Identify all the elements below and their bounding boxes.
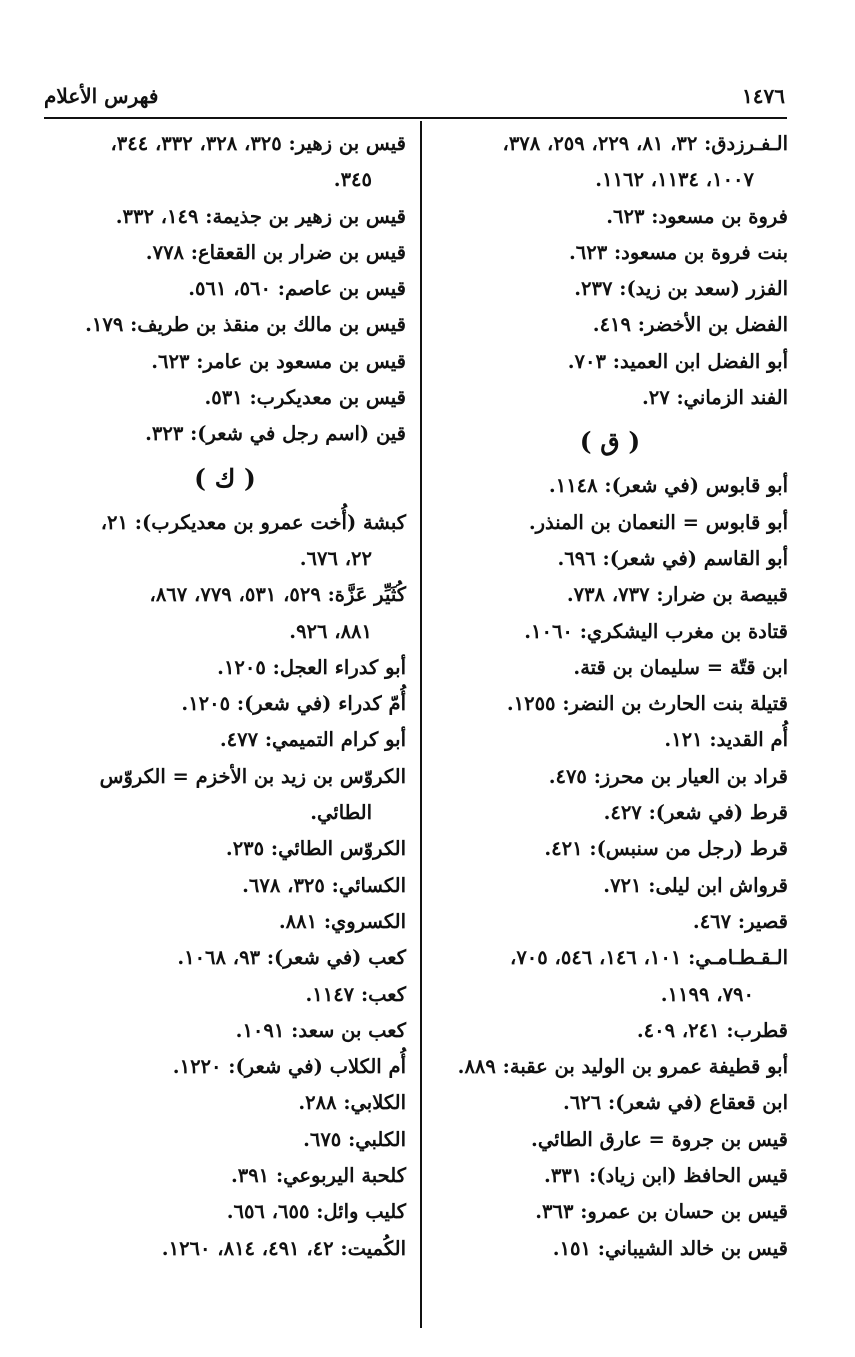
index-entry: أُم الكلاب (في شعر): ١٢٢٠. [172, 1055, 406, 1079]
index-entry: قيس الحافظ (ابن زياد): ٣٣١. [544, 1164, 788, 1188]
index-entry: الـفـرزدق: ٣٢، ٨١، ٢٢٩، ٢٥٩، ٣٧٨، [502, 132, 788, 155]
index-entry: الفزر (سعد بن زيد): ٢٣٧. [574, 277, 788, 301]
index-entry: قيس بن زهير بن جذيمة: ١٤٩، ٣٣٢. [115, 204, 406, 228]
index-entry: كليب وائل: ٦٥٥، ٦٥٦. [226, 1200, 406, 1224]
header-rule [44, 117, 787, 119]
index-entry: كعب (في شعر): ٩٣، ١٠٦٨. [177, 946, 406, 970]
index-entry: الكروّس بن زيد بن الأخزم = الكروّس [99, 764, 406, 788]
index-entry: قرواش ابن ليلى: ٧٢١. [603, 873, 788, 897]
index-entry: الفند الزماني: ٢٧. [641, 386, 788, 410]
index-entry: قيس بن خالد الشيباني: ١٥١. [552, 1236, 788, 1260]
index-entry: ابن قعقاع (في شعر): ٦٢٦. [563, 1091, 788, 1115]
index-entry: أبو القاسم (في شعر): ٦٩٦. [557, 546, 788, 570]
index-entry: قصير: ٤٦٧. [692, 909, 788, 933]
section-heading: ( ك ) [194, 463, 256, 493]
index-entry: أبو قابوس = النعمان بن المنذر. [528, 510, 788, 534]
index-entry: قيس بن عاصم: ٥٦٠، ٥٦١. [188, 277, 406, 301]
index-entry: أبو كدراء العجل: ١٢٠٥. [217, 655, 406, 679]
index-entry: أُمّ كدراء (في شعر): ١٢٠٥. [181, 692, 406, 716]
index-entry: الـقـطـامـي: ١٠١، ١٤٦، ٥٤٦، ٧٠٥، [510, 946, 788, 970]
index-entry-continuation: ٧٩٠، ١١٩٩. [660, 982, 754, 1006]
index-entry: قيس بن مالك بن منقذ بن طريف: ١٧٩. [85, 313, 406, 337]
index-entry: قيس بن جروة = عارق الطائي. [531, 1127, 788, 1151]
index-entry: قتيلة بنت الحارث بن النضر: ١٢٥٥. [506, 692, 788, 716]
index-entry: أبو قابوس (في شعر): ١١٤٨. [548, 474, 788, 498]
index-entry: قرط (في شعر): ٤٢٧. [603, 801, 788, 825]
index-entry: الكسروي: ٨٨١. [278, 909, 406, 933]
index-entry: قراد بن العيار بن محرز: ٤٧٥. [548, 764, 788, 788]
index-column-left [44, 126, 406, 1267]
index-entry: قين (اسم رجل في شعر): ٣٢٣. [145, 422, 406, 446]
index-entry: كُثَيِّر عَزَّة: ٥٢٩، ٥٣١، ٧٧٩، ٨٦٧، [149, 583, 406, 607]
index-entry: قيس بن حسان بن عمرو: ٣٦٣. [535, 1200, 788, 1224]
index-entry: ابن قتّة = سليمان بن قتة. [573, 655, 788, 679]
index-entry: الكلبي: ٦٧٥. [303, 1127, 406, 1151]
index-entry-continuation: ١٠٠٧، ١١٣٤، ١١٦٢. [595, 168, 754, 192]
index-entry: أبو الفضل ابن العميد: ٧٠٣. [567, 349, 788, 373]
index-entry: بنت فروة بن مسعود: ٦٢٣. [568, 240, 788, 264]
index-entry-continuation: ٣٤٥. [333, 168, 372, 192]
index-entry: قيس بن معديكرب: ٥٣١. [204, 386, 406, 410]
index-column-right [432, 126, 788, 1267]
index-entry: كلحبة اليربوعي: ٣٩١. [230, 1164, 406, 1188]
section-heading: ( ق ) [579, 427, 641, 457]
index-entry: قيس بن زهير: ٣٢٥، ٣٢٨، ٣٣٢، ٣٤٤، [110, 132, 406, 155]
index-entry: فروة بن مسعود: ٦٢٣. [606, 204, 788, 228]
index-entry-continuation: الطائي. [310, 801, 372, 825]
index-entry: كعب بن سعد: ١٠٩١. [235, 1018, 406, 1042]
index-entry: أُم القديد: ١٢١. [664, 728, 788, 752]
index-entry: الكلابي: ٢٨٨. [298, 1091, 406, 1115]
index-entry: أبو قطيفة عمرو بن الوليد بن عقبة: ٨٨٩. [457, 1055, 788, 1079]
page-number: ١٤٧٦ [742, 84, 785, 108]
column-divider [420, 121, 422, 1328]
index-entry: أبو كرام التميمي: ٤٧٧. [219, 728, 406, 752]
index-entry: قيس بن ضرار بن القعقاع: ٧٧٨. [145, 240, 406, 264]
index-entry-continuation: ٨٨١، ٩٢٦. [289, 619, 372, 643]
index-entry: قتادة بن مغرب اليشكري: ١٠٦٠. [524, 619, 788, 643]
index-entry: الكُميت: ٤٢، ٤٩١، ٨١٤، ١٢٦٠. [161, 1236, 406, 1260]
index-entry: كعب: ١١٤٧. [305, 982, 406, 1006]
index-entry: كبشة (أُخت عمرو بن معديكرب): ٢١، [100, 510, 406, 534]
running-title: فهرس الأعلام [44, 84, 159, 108]
index-entry: الفضل بن الأخضر: ٤١٩. [592, 313, 788, 337]
index-entry: قبيصة بن ضرار: ٧٣٧، ٧٣٨. [566, 583, 788, 607]
index-entry: قيس بن مسعود بن عامر: ٦٢٣. [151, 349, 406, 373]
index-entry: قطرب: ٢٤١، ٤٠٩. [636, 1018, 788, 1042]
index-entry: الكروّس الطائي: ٢٣٥. [225, 837, 406, 861]
index-entry: قرط (رجل من سنبس): ٤٢١. [544, 837, 788, 861]
index-entry-continuation: ٢٢، ٦٧٦. [299, 546, 372, 570]
index-entry: الكسائي: ٣٢٥، ٦٧٨. [242, 873, 406, 897]
